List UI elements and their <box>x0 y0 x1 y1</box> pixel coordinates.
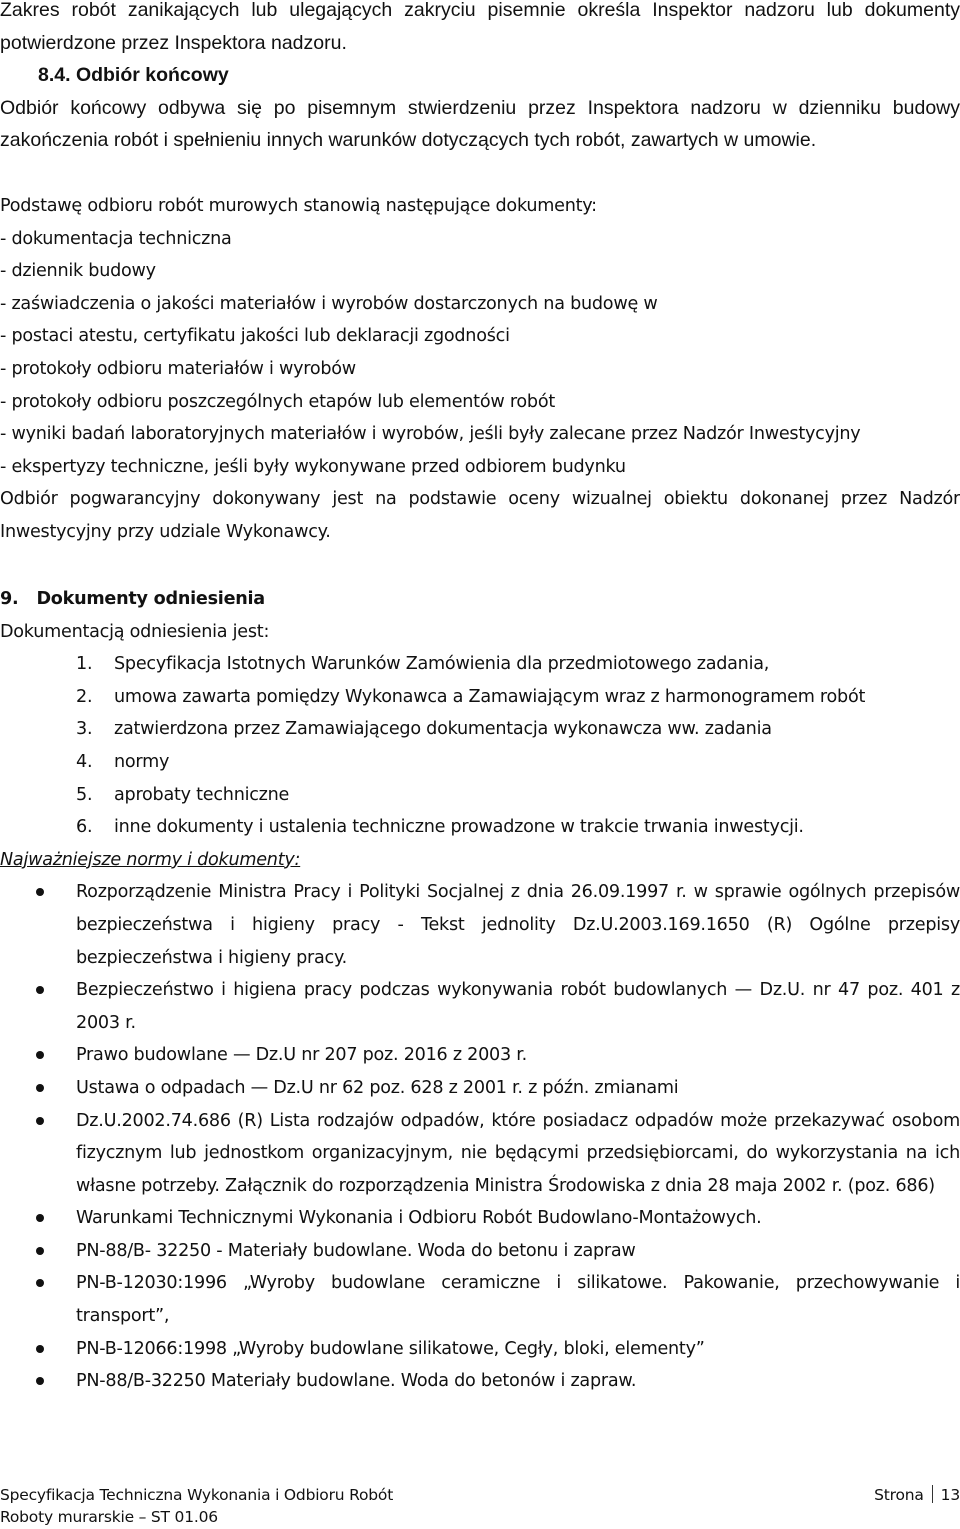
norm-item <box>76 974 960 1039</box>
norm-item <box>76 1365 960 1398</box>
warranty-paragraph: Odbiór pogwarancyjny dokonywany jest na podstawie oceny wizualnej obiektu dokonanej przez Nadzór Inwestycyjny przy udziale Wykonawcy. <box>0 489 960 542</box>
norm-text: Ustawa o odpadach — Dz.U nr 62 poz. 628 z 2001 r. z późn. zmianami <box>76 1077 679 1098</box>
norm-item <box>76 1072 960 1105</box>
documents-lead: Podstawę odbioru robót murowych stanowią następujące dokumenty: <box>0 196 597 216</box>
footer-page-indicator <box>874 1484 960 1506</box>
document-list-item: - dokumentacja techniczna <box>0 228 232 249</box>
footer-separator <box>932 1485 933 1503</box>
reference-text: Specyfikacja Istotnych Warunków Zamówienia dla przedmiotowego zadania, <box>114 654 770 675</box>
footer-document-subtitle: Roboty murarskie – ST 01.06 <box>0 1508 218 1526</box>
norm-text: Rozporządzenie Ministra Pracy i Polityki Socjalnej z dnia 26.09.1997 r. w sprawie ogólnych przepisów bezpieczeństwa i higieny pracy - Tekst jednolity Dz.U.2003.169.1650 (R) Ogólne przepisy bezpieczeństwa i higieny pracy. <box>76 882 960 968</box>
norms-list <box>0 876 960 1398</box>
bullet-icon <box>36 1247 44 1255</box>
reference-item <box>76 713 960 746</box>
norm-text: Bezpieczeństwo i higiena pracy podczas wykonywania robót budowlanych — Dz.U. nr 47 poz. 401 z 2003 r. <box>76 980 960 1033</box>
bullet-icon <box>36 1051 44 1059</box>
reference-text: normy <box>114 751 170 772</box>
reference-text: umowa zawarta pomiędzy Wykonawca a Zamawiającym wraz z harmonogramem robót <box>114 686 866 707</box>
reference-number: 3. <box>76 719 93 740</box>
norm-text: Prawo budowlane — Dz.U nr 207 poz. 2016 z 2003 r. <box>76 1045 527 1066</box>
reference-item <box>76 681 960 714</box>
norm-text: Dz.U.2002.74.686 (R) Lista rodzajów odpadów, które posiadacz odpadów może przekazywać osobom fizycznym lub jednostkom organizacyjnym, nie będącymi przedsiębiorcami, do wykorzystania na ich własne potrzeby. Załącznik do rozporządzenia Ministra Środowiska z dnia 28 maja 2002 r. (poz. 686) <box>76 1110 960 1196</box>
norm-text: PN-B-12030:1996 „Wyroby budowlane ceramiczne i silikatowe. Pakowanie, przechowywanie i transport”, <box>76 1273 960 1327</box>
reference-number: 1. <box>76 654 93 675</box>
norm-item <box>76 1105 960 1203</box>
section-heading <box>0 583 960 616</box>
norm-item <box>76 1039 960 1072</box>
norm-text: PN-88/B-32250 Materiały budowlane. Woda do betonów i zapraw. <box>76 1371 637 1392</box>
norm-text: Warunkami Technicznymi Wykonania i Odbioru Robót Budowlano-Montażowych. <box>76 1208 762 1229</box>
document-list-item: - ekspertyzy techniczne, jeśli były wykonywane przed odbiorem budynku <box>0 456 626 477</box>
references-list <box>0 648 960 844</box>
norm-item <box>76 1333 960 1366</box>
bullet-icon <box>36 1279 44 1287</box>
reference-number: 2. <box>76 686 93 707</box>
bullet-icon <box>36 1117 44 1125</box>
bullet-icon <box>36 1084 44 1092</box>
page-footer <box>0 1484 960 1528</box>
reference-text: zatwierdzona przez Zamawiającego dokumentacja wykonawcza ww. zadania <box>114 719 772 740</box>
reference-number: 4. <box>76 751 93 772</box>
norm-item <box>76 1235 960 1268</box>
reference-number: 6. <box>76 817 93 838</box>
section-number: 9. <box>0 589 19 609</box>
document-list-item: - wyniki badań laboratoryjnych materiałów i wyrobów, jeśli były zalecane przez Nadzór Inwestycyjny <box>0 424 861 445</box>
section-9 <box>0 583 960 1398</box>
norm-text: PN-B-12066:1998 „Wyroby budowlane silikatowe, Cegły, bloki, elementy” <box>76 1338 705 1359</box>
bullet-icon <box>36 1345 44 1353</box>
section-title: Dokumenty odniesienia <box>36 589 265 609</box>
bullet-icon <box>36 986 44 994</box>
bullet-icon <box>36 888 44 896</box>
intro-block <box>0 0 960 59</box>
document-list-item: - postaci atestu, certyfikatu jakości lub deklaracji zgodności <box>0 326 510 347</box>
section-8-4 <box>0 59 960 157</box>
reference-item <box>76 746 960 779</box>
norm-text: PN-88/B- 32250 - Materiały budowlane. Woda do betonu i zapraw <box>76 1240 636 1261</box>
documents-list <box>0 223 960 484</box>
norm-item <box>76 876 960 974</box>
footer-page-label: Strona <box>874 1486 924 1504</box>
references-lead: Dokumentacją odniesienia jest: <box>0 621 270 642</box>
norms-heading: Najważniejsze normy i dokumenty: <box>0 849 301 870</box>
reference-text: aprobaty techniczne <box>114 784 290 805</box>
section-paragraph: Odbiór końcowy odbywa się po pisemnym stwierdzeniu przez Inspektora nadzoru w dzienniku budowy zakończenia robót i spełnieniu innych warunków dotyczących tych robót, zawartych w umowie. <box>0 96 960 151</box>
reference-number: 5. <box>76 784 93 805</box>
bullet-icon <box>36 1377 44 1385</box>
document-list-item: - zaświadczenia o jakości materiałów i wyrobów dostarczonych na budowę w <box>0 293 658 314</box>
documents-block <box>0 190 960 549</box>
reference-item <box>76 811 960 844</box>
norm-item <box>76 1267 960 1332</box>
intro-paragraph: Zakres robót zanikających lub ulegających zakryciu pisemnie określa Inspektor nadzoru lub dokumenty potwierdzone przez Inspektora nadzoru. <box>0 0 960 54</box>
section-heading: 8.4. Odbiór końcowy <box>38 64 229 86</box>
norm-item <box>76 1202 960 1235</box>
document-list-item: - protokoły odbioru materiałów i wyrobów <box>0 358 356 379</box>
bullet-icon <box>36 1214 44 1222</box>
footer-page-number: 13 <box>940 1486 960 1504</box>
footer-document-title: Specyfikacja Techniczna Wykonania i Odbioru Robót <box>0 1486 394 1504</box>
reference-text: inne dokumenty i ustalenia techniczne prowadzone w trakcie trwania inwestycji. <box>114 817 804 838</box>
document-list-item: - protokoły odbioru poszczególnych etapów lub elementów robót <box>0 391 556 412</box>
reference-item <box>76 779 960 812</box>
reference-item <box>76 648 960 681</box>
document-list-item: - dziennik budowy <box>0 261 156 282</box>
